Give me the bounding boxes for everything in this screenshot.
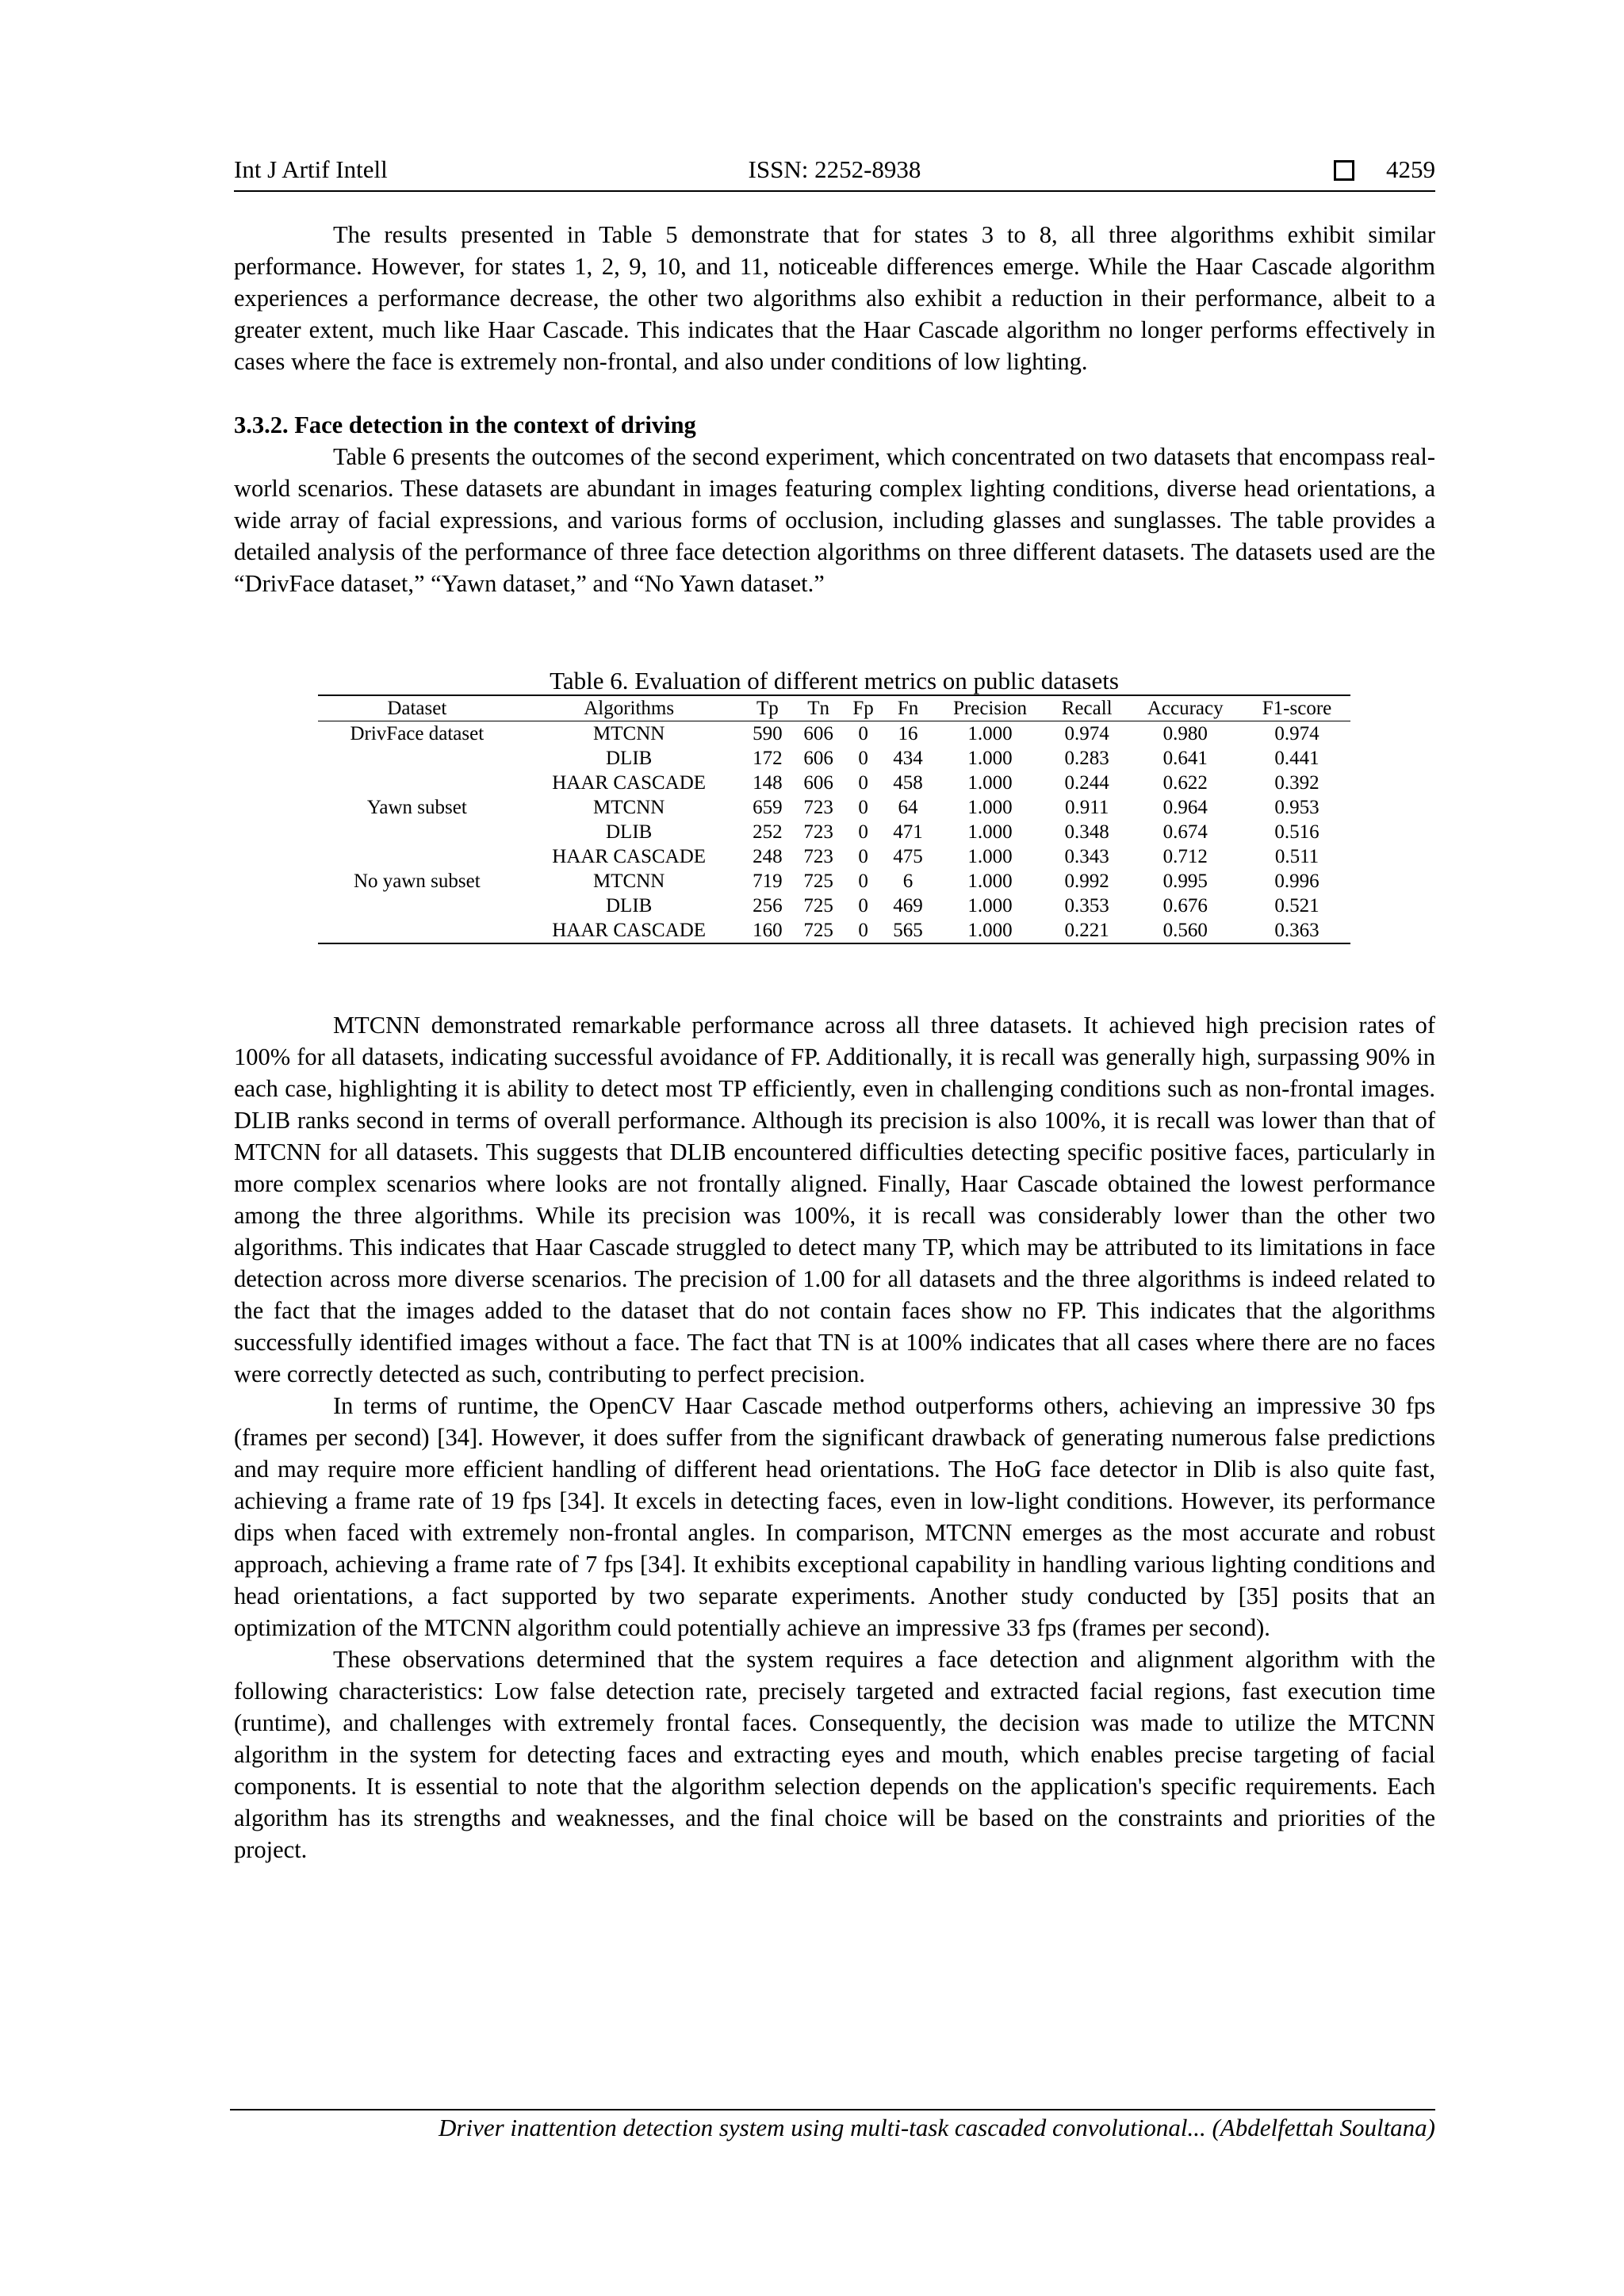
cell-precision: 1.000 xyxy=(967,919,1013,941)
cell-fn: 469 xyxy=(893,894,923,916)
cell-tp: 248 xyxy=(753,845,783,867)
cell-tp: 148 xyxy=(753,771,783,794)
cell-precision: 1.000 xyxy=(967,796,1013,818)
cell-tn: 725 xyxy=(803,870,833,892)
cell-recall: 0.244 xyxy=(1064,771,1109,794)
table-row xyxy=(318,869,1350,894)
table-row xyxy=(318,918,1350,943)
cell-tn: 725 xyxy=(803,919,833,941)
cell-f1-score: 0.363 xyxy=(1274,919,1320,941)
cell-dataset: Yawn subset xyxy=(366,796,467,818)
table-row xyxy=(318,746,1350,771)
table-container xyxy=(318,668,1350,944)
square-icon xyxy=(1334,160,1354,181)
col-tp: Tp xyxy=(756,697,779,719)
table-row xyxy=(318,894,1350,918)
cell-tp: 659 xyxy=(753,796,783,818)
cell-dataset xyxy=(318,771,516,795)
cell-tp: 160 xyxy=(753,919,783,941)
cell-fn: 64 xyxy=(898,796,918,818)
cell-precision: 1.000 xyxy=(967,771,1013,794)
cell-f1-score: 0.441 xyxy=(1274,747,1320,769)
cell-accuracy: 0.964 xyxy=(1162,796,1208,818)
cell-fn: 475 xyxy=(893,845,923,867)
cell-precision: 1.000 xyxy=(967,747,1013,769)
cell-algorithm: MTCNN xyxy=(593,722,665,744)
paragraph: These observations determined that the system requires a face detection and alignment algorithm with the following characteristics: Low false detection rate, precisely targeted and extracted facial regions, fast execution time (runtime), and challenges with extremely frontal faces. Consequently, the decision was made to utilize the MTCNN algorithm in the system for detecting faces and extracting eyes and mouth, which enables precise targeting of facial components. It is essential to note that the algorithm selection depends on the application's specific requirements. Each algorithm has its strengths and weaknesses, and the final choice will be based on the constraints and priorities of the project. xyxy=(234,1646,1435,1863)
journal-name: Int J Artif Intell xyxy=(234,155,388,183)
cell-f1-score: 0.511 xyxy=(1274,845,1320,867)
cell-tn: 606 xyxy=(803,771,833,794)
cell-accuracy: 0.712 xyxy=(1162,845,1208,867)
cell-fp: 0 xyxy=(858,821,868,843)
cell-tn: 723 xyxy=(803,796,833,818)
cell-recall: 0.992 xyxy=(1064,870,1109,892)
cell-algorithm: DLIB xyxy=(606,821,653,843)
cell-tp: 256 xyxy=(753,894,783,916)
paragraph: In terms of runtime, the OpenCV Haar Cascade method outperforms others, achieving an impressive 30 fps (frames per second) [34]. However, it does suffer from the significant drawback of generating numerous false predictions and may require more efficient handling of different head orientations. The HoG face detector in Dlib is also quite fast, achieving a frame rate of 19 fps [34]. It excels in detecting faces, even in low-light conditions. However, its performance dips when faced with extremely non-frontal angles. In comparison, MTCNN emerges as the most accurate and robust approach, achieving a frame rate of 7 fps [34]. It exhibits exceptional capability in handling various lighting conditions and head orientations, a fact supported by two separate experiments. Another study conducted by [35] posits that an optimization of the MTCNN algorithm could potentially achieve an impressive 33 fps (frames per second). xyxy=(234,1392,1435,1641)
page-number-group xyxy=(1334,155,1435,184)
cell-fn: 434 xyxy=(893,747,923,769)
cell-accuracy: 0.980 xyxy=(1162,722,1208,744)
table-header-row xyxy=(318,695,1350,721)
cell-accuracy: 0.560 xyxy=(1162,919,1208,941)
cell-tp: 590 xyxy=(753,722,783,744)
cell-fn: 458 xyxy=(893,771,923,794)
cell-f1-score: 0.392 xyxy=(1274,771,1320,794)
cell-dataset xyxy=(318,746,516,771)
cell-fp: 0 xyxy=(858,722,868,744)
section-heading: 3.3.2. Face detection in the context of driving xyxy=(234,411,696,438)
table-row xyxy=(318,795,1350,820)
cell-algorithm: MTCNN xyxy=(593,870,665,892)
table-row xyxy=(318,820,1350,844)
cell-algorithm: DLIB xyxy=(606,894,653,916)
cell-f1-score: 0.516 xyxy=(1274,821,1320,843)
table-row xyxy=(318,771,1350,795)
page-footer xyxy=(230,2109,1435,2142)
cell-dataset xyxy=(318,820,516,844)
paragraph: The results presented in Table 5 demonstrate that for states 3 to 8, all three algorithms exhibit similar performance. However, for states 1, 2, 9, 10, and 11, noticeable differences emerge. While the Haar Cascade algorithm experiences a performance decrease, the other two algorithms also exhibit a reduction in their performance, albeit to a greater extent, much like Haar Cascade. This indicates that the Haar Cascade algorithm no longer performs effectively in cases where the face is extremely non-frontal, and also under conditions of low lighting. xyxy=(234,221,1435,375)
col-tn: Tn xyxy=(807,697,830,719)
cell-fp: 0 xyxy=(858,747,868,769)
cell-dataset xyxy=(318,918,516,943)
cell-tp: 252 xyxy=(753,821,783,843)
cell-recall: 0.348 xyxy=(1064,821,1109,843)
cell-algorithm: MTCNN xyxy=(593,796,665,818)
cell-f1-score: 0.974 xyxy=(1274,722,1320,744)
results-table xyxy=(318,695,1350,944)
cell-fn: 16 xyxy=(898,722,918,744)
cell-recall: 0.221 xyxy=(1064,919,1109,941)
cell-tn: 606 xyxy=(803,747,833,769)
cell-precision: 1.000 xyxy=(967,722,1013,744)
cell-precision: 1.000 xyxy=(967,845,1013,867)
cell-fp: 0 xyxy=(858,771,868,794)
col-fn: Fn xyxy=(897,697,919,719)
cell-fp: 0 xyxy=(858,919,868,941)
cell-algorithm: HAAR CASCADE xyxy=(552,845,707,867)
col-fp: Fp xyxy=(852,697,874,719)
page xyxy=(234,155,1435,1866)
cell-fn: 6 xyxy=(902,870,914,892)
cell-fp: 0 xyxy=(858,845,868,867)
cell-f1-score: 0.521 xyxy=(1274,894,1320,916)
cell-fn: 471 xyxy=(893,821,923,843)
running-title: Driver inattention detection system using multi-task cascaded convolutional... (Abdelfettah Soultana) xyxy=(439,2114,1435,2141)
cell-accuracy: 0.674 xyxy=(1162,821,1208,843)
cell-recall: 0.343 xyxy=(1064,845,1109,867)
cell-algorithm: HAAR CASCADE xyxy=(552,919,707,941)
cell-precision: 1.000 xyxy=(967,894,1013,916)
col-precision: Precision xyxy=(953,697,1028,719)
cell-tp: 172 xyxy=(753,747,783,769)
cell-tp: 719 xyxy=(753,870,783,892)
table-caption: Table 6. Evaluation of different metrics on public datasets xyxy=(550,667,1119,695)
cell-tn: 723 xyxy=(803,821,833,843)
cell-precision: 1.000 xyxy=(967,870,1013,892)
cell-fp: 0 xyxy=(858,894,868,916)
cell-fn: 565 xyxy=(893,919,923,941)
cell-recall: 0.911 xyxy=(1065,796,1109,818)
cell-f1-score: 0.953 xyxy=(1274,796,1320,818)
cell-dataset: No yawn subset xyxy=(353,870,481,892)
paragraph: Table 6 presents the outcomes of the second experiment, which concentrated on two datasets that encompass real-world scenarios. These datasets are abundant in images featuring complex lighting conditions, diverse head orientations, a wide array of facial expressions, and various forms of occlusion, including glasses and sunglasses. The table provides a detailed analysis of the performance of three face detection algorithms on three different datasets. The datasets used are the “DrivFace dataset,” “Yawn dataset,” and “No Yawn dataset.” xyxy=(234,443,1435,597)
col-algorithms: Algorithms xyxy=(584,697,675,719)
cell-precision: 1.000 xyxy=(967,821,1013,843)
cell-recall: 0.353 xyxy=(1064,894,1109,916)
cell-algorithm: DLIB xyxy=(606,747,653,769)
cell-fp: 0 xyxy=(858,870,868,892)
col-recall: Recall xyxy=(1061,697,1113,719)
cell-f1-score: 0.996 xyxy=(1274,870,1320,892)
cell-accuracy: 0.676 xyxy=(1162,894,1208,916)
cell-dataset xyxy=(318,894,516,918)
cell-algorithm: HAAR CASCADE xyxy=(552,771,707,794)
col-dataset: Dataset xyxy=(387,697,447,719)
col-accuracy: Accuracy xyxy=(1147,697,1224,719)
cell-accuracy: 0.641 xyxy=(1162,747,1208,769)
cell-tn: 723 xyxy=(803,845,833,867)
cell-dataset: DrivFace dataset xyxy=(350,722,485,744)
table-row xyxy=(318,721,1350,747)
paragraph: MTCNN demonstrated remarkable performance across all three datasets. It achieved high precision rates of 100% for all datasets, indicating successful avoidance of FP. Additionally, it is recall was generally high, surpassing 90% in each case, highlighting it is ability to detect most TP efficiently, even in challenging conditions such as non-frontal images. DLIB ranks second in terms of overall performance. Although its precision is also 100%, it is recall was lower than that of MTCNN for all datasets. This suggests that DLIB encountered difficulties detecting specific positive faces, particularly in more complex scenarios where looks are not frontally aligned. Finally, Haar Cascade obtained the lowest performance among the three algorithms. While its precision was 100%, it is recall was considerably lower than the other two algorithms. This indicates that Haar Cascade struggled to detect many TP, which may be attributed to its limitations in face detection across more diverse scenarios. The precision of 1.00 for all datasets and the three algorithms is indeed related to the fact that the images added to the dataset that do not contain faces show no FP. This indicates that the algorithms successfully identified images without a face. The fact that TN is at 100% indicates that all cases where there are no faces were correctly detected as such, contributing to perfect precision. xyxy=(234,1012,1435,1387)
col-f1-score: F1-score xyxy=(1262,697,1332,719)
cell-fp: 0 xyxy=(858,796,868,818)
cell-tn: 725 xyxy=(803,894,833,916)
issn: ISSN: 2252-8938 xyxy=(748,155,921,183)
table-body xyxy=(318,721,1350,944)
cell-tn: 606 xyxy=(803,722,833,744)
cell-dataset xyxy=(318,844,516,869)
page-header xyxy=(234,155,1435,192)
page-number: 4259 xyxy=(1386,155,1435,183)
table-row xyxy=(318,844,1350,869)
cell-accuracy: 0.995 xyxy=(1162,870,1208,892)
cell-recall: 0.974 xyxy=(1064,722,1109,744)
cell-recall: 0.283 xyxy=(1064,747,1109,769)
cell-accuracy: 0.622 xyxy=(1162,771,1208,794)
